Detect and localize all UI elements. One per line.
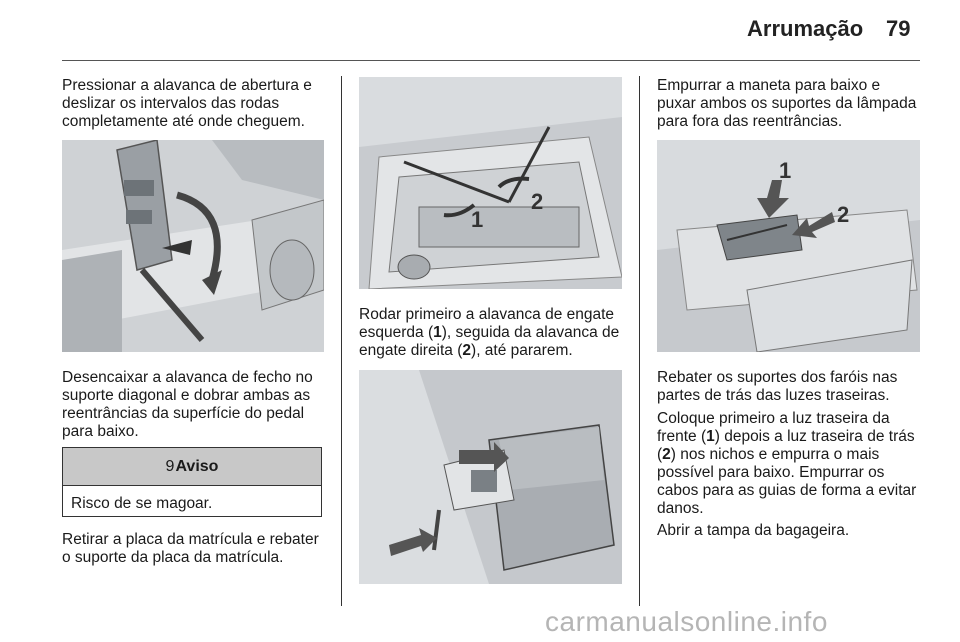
figure-lamp-holders (657, 140, 920, 352)
warning-box (62, 447, 322, 517)
callout-2: 2 (837, 202, 850, 227)
figure-license-plate-bracket (359, 370, 622, 584)
col3-paragraph-3: Coloque primeiro a luz traseira da frente (1) depois a luz traseira de trás (2) nos nichos e empurra o mais possível para baixo. Empurrar os cabos para as guias de forma a evitar danos. (657, 410, 917, 517)
figure-wheel-release-lever (62, 140, 324, 352)
page-title: Arrumação (747, 16, 864, 41)
col3-paragraph-4: Abrir a tampa da bagageira. (657, 522, 850, 539)
col3-paragraph-1: Empurrar a maneta para baixo e puxar ambos os suportes da lâmpada para fora das reentrâncias. (657, 77, 917, 130)
warning-text: Risco de se magoar. (71, 495, 213, 512)
col1-paragraph-3: Retirar a placa da matrícula e rebater o suporte da placa da matrícula. (62, 531, 319, 566)
col1-paragraph-2: Desencaixar a alavanca de fecho no suporte diagonal e dobrar ambas as reentrâncias da superfície do pedal para baixo. (62, 369, 313, 440)
warning-title: Aviso (175, 457, 219, 475)
watermark: carmanualsonline.info (545, 606, 828, 637)
page-number: 79 (886, 16, 911, 41)
warning-header (63, 448, 321, 486)
col2-paragraph-1: Rodar primeiro a alavanca de engate esquerda (1), seguida da alavanca de engate direita (2), até pararem. (359, 306, 620, 359)
callout-1: 1 (471, 207, 484, 232)
figure-engage-levers (359, 77, 622, 289)
header-rule (62, 60, 920, 61)
lamp-holders-illustration (657, 140, 920, 352)
column-divider-2 (639, 76, 640, 606)
engage-levers-illustration (359, 77, 622, 289)
wheel-release-lever-illustration (62, 140, 324, 352)
col3-paragraph-2: Rebater os suportes dos faróis nas partes de trás das luzes traseiras. (657, 369, 898, 404)
callout-2: 2 (531, 189, 544, 214)
warning-icon: 9 (165, 457, 175, 475)
license-plate-bracket-illustration (359, 370, 622, 584)
col1-paragraph-1: Pressionar a alavanca de abertura e deslizar os intervalos das rodas completamente até onde cheguem. (62, 77, 312, 130)
column-divider-1 (341, 76, 342, 606)
callout-1: 1 (779, 158, 792, 183)
